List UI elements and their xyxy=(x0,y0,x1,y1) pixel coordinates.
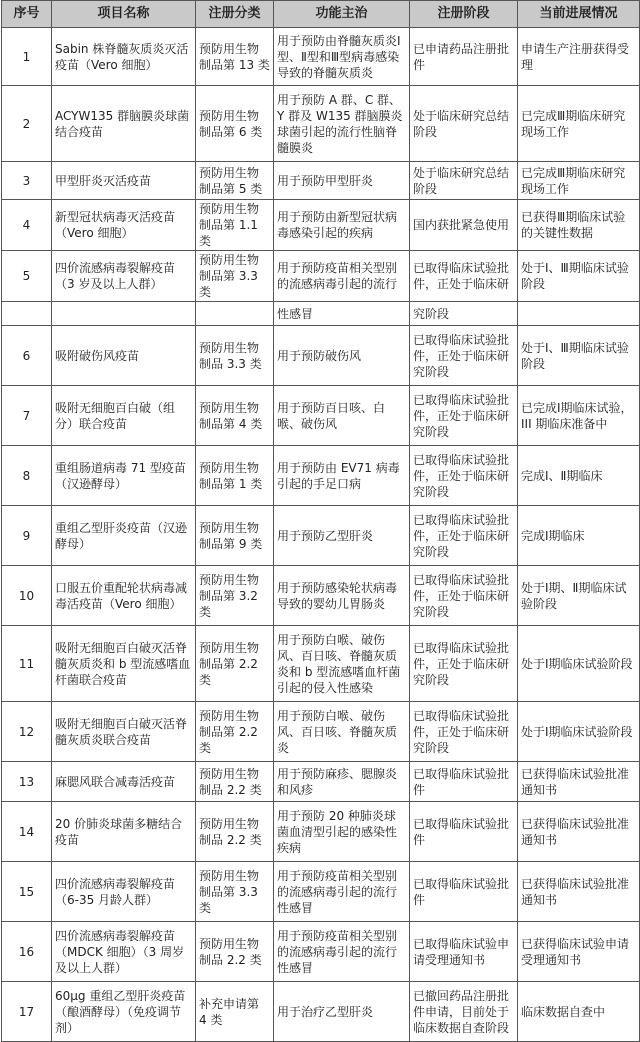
project-name-cell: 吸附无细胞百白破灭活脊髓灰质炎联合疫苗 xyxy=(52,702,196,762)
header-cell: 注册阶段 xyxy=(410,1,518,28)
table-row xyxy=(2,326,640,386)
project-name-cell: ACYW135 群脑膜炎球菌结合疫苗 xyxy=(52,86,196,162)
table-row xyxy=(2,566,640,626)
registration-category-cell: 预防用生物制品第 9 类 xyxy=(196,506,274,566)
table-row xyxy=(2,251,640,302)
registration-category-cell: 预防用生物制品 2.2 类 xyxy=(196,802,274,862)
header-cell: 功能主治 xyxy=(274,1,410,28)
registration-category-cell: 预防用生物制品第 3.3 类 xyxy=(196,251,274,302)
registration-stage-cell: 已取得临床试验批件，正处于临床研究阶段 xyxy=(410,566,518,626)
project-name-cell: 吸附无细胞百白破灭活脊髓灰质炎和 b 型流感嗜血杆菌联合疫苗 xyxy=(52,626,196,702)
current-progress-cell: 已获得临床试验批准通知书 xyxy=(518,862,640,922)
row-number-cell xyxy=(2,302,52,326)
project-name-cell: 重组乙型肝炎疫苗（汉逊酵母） xyxy=(52,506,196,566)
header-row xyxy=(2,1,640,28)
table-row xyxy=(2,982,640,1042)
current-progress-cell: 已完成Ⅲ期临床研究现场工作 xyxy=(518,162,640,200)
registration-stage-cell: 已取得临床试验批件 xyxy=(410,802,518,862)
indication-cell: 用于预防由新型冠状病毒感染引起的疾病 xyxy=(274,200,410,251)
indication-cell: 用于治疗乙型肝炎 xyxy=(274,982,410,1042)
table-row xyxy=(2,802,640,862)
indication-cell: 用于预防破伤风 xyxy=(274,326,410,386)
registration-category-cell: 预防用生物制品第 2.2 类 xyxy=(196,702,274,762)
row-number-cell: 7 xyxy=(2,386,52,446)
table-row xyxy=(2,862,640,922)
current-progress-cell: 已获得临床试验批准通知书 xyxy=(518,802,640,862)
row-number-cell: 1 xyxy=(2,28,52,86)
registration-category-cell xyxy=(196,302,274,326)
current-progress-cell: 处于Ⅰ、Ⅲ期临床试验阶段 xyxy=(518,251,640,302)
registration-stage-cell: 已取得临床试验批件，正处于临床研究阶段 xyxy=(410,386,518,446)
project-name-cell: 新型冠状病毒灭活疫苗（Vero 细胞） xyxy=(52,200,196,251)
registration-stage-cell: 已取得临床试验批件 xyxy=(410,762,518,802)
row-number-cell: 4 xyxy=(2,200,52,251)
project-name-cell: 四价流感病毒裂解疫苗（MDCK 细胞）（3 周岁及以上人群） xyxy=(52,922,196,982)
project-name-cell: 四价流感病毒裂解疫苗（6-35 月龄人群） xyxy=(52,862,196,922)
project-name-cell: 20 价肺炎球菌多糖结合疫苗 xyxy=(52,802,196,862)
current-progress-cell: 已完成Ⅲ期临床研究现场工作 xyxy=(518,86,640,162)
header-cell: 注册分类 xyxy=(196,1,274,28)
row-number-cell: 8 xyxy=(2,446,52,506)
indication-cell: 用于预防麻疹、腮腺炎和风疹 xyxy=(274,762,410,802)
row-number-cell: 9 xyxy=(2,506,52,566)
current-progress-cell: 已获得临床试验申请受理通知书 xyxy=(518,922,640,982)
registration-stage-cell: 已取得临床试验批件，正处于临床研究阶段 xyxy=(410,326,518,386)
registration-category-cell: 预防用生物制品第 6 类 xyxy=(196,86,274,162)
current-progress-cell: 处于Ⅰ期临床试验阶段 xyxy=(518,702,640,762)
registration-stage-cell: 已取得临床试验批件，正处于临床研 xyxy=(410,251,518,302)
row-number-cell: 13 xyxy=(2,762,52,802)
indication-cell: 用于预防由脊髓灰质炎Ⅰ型、Ⅱ型和Ⅲ型病毒感染导致的脊髓灰质炎 xyxy=(274,28,410,86)
registration-stage-cell: 处于临床研究总结阶段 xyxy=(410,86,518,162)
current-progress-cell: 处于Ⅰ期临床试验阶段 xyxy=(518,626,640,702)
row-number-cell: 14 xyxy=(2,802,52,862)
registration-stage-cell: 已取得临床试验批件 xyxy=(410,862,518,922)
table-row xyxy=(2,446,640,506)
current-progress-cell: 已获得临床试验批准通知书 xyxy=(518,762,640,802)
indication-cell: 用于预防由 EV71 病毒引起的手足口病 xyxy=(274,446,410,506)
table-row xyxy=(2,922,640,982)
registration-category-cell: 预防用生物制品第 4 类 xyxy=(196,386,274,446)
row-number-cell: 6 xyxy=(2,326,52,386)
indication-cell: 性感冒 xyxy=(274,302,410,326)
vaccine-pipeline-table xyxy=(1,0,640,1042)
indication-cell: 用于预防 20 种肺炎球菌血清型引起的感染性疾病 xyxy=(274,802,410,862)
registration-category-cell: 预防用生物制品 3.3 类 xyxy=(196,326,274,386)
current-progress-cell: 完成Ⅰ、Ⅱ期临床 xyxy=(518,446,640,506)
row-number-cell: 16 xyxy=(2,922,52,982)
indication-cell: 用于预防 A 群、C 群、Y 群及 W135 群脑膜炎球菌引起的流行性脑脊髓膜炎 xyxy=(274,86,410,162)
indication-cell: 用于预防白喉、破伤风、百日咳、脊髓灰质炎和 b 型流感嗜血杆菌引起的侵入性感染 xyxy=(274,626,410,702)
registration-category-cell: 预防用生物制品第 1.1 类 xyxy=(196,200,274,251)
project-name-cell: 吸附无细胞百白破（组分）联合疫苗 xyxy=(52,386,196,446)
registration-stage-cell: 已取得临床试验申请受理通知书 xyxy=(410,922,518,982)
row-number-cell: 17 xyxy=(2,982,52,1042)
registration-stage-cell: 已取得临床试验批件，正处于临床研究阶段 xyxy=(410,506,518,566)
header-cell: 项目名称 xyxy=(52,1,196,28)
project-name-cell: 麻腮风联合减毒活疫苗 xyxy=(52,762,196,802)
project-name-cell xyxy=(52,302,196,326)
registration-stage-cell: 究阶段 xyxy=(410,302,518,326)
current-progress-cell: 处于Ⅰ期、Ⅱ期临床试验阶段 xyxy=(518,566,640,626)
row-number-cell: 10 xyxy=(2,566,52,626)
registration-category-cell: 预防用生物制品 2.2 类 xyxy=(196,762,274,802)
registration-category-cell: 预防用生物制品第 5 类 xyxy=(196,162,274,200)
indication-cell: 用于预防疫苗相关型别的流感病毒引起的流行性感冒 xyxy=(274,862,410,922)
header-cell: 当前进展情况 xyxy=(518,1,640,28)
project-name-cell: 重组肠道病毒 71 型疫苗（汉逊酵母） xyxy=(52,446,196,506)
current-progress-cell: 临床数据自查中 xyxy=(518,982,640,1042)
registration-stage-cell: 处于临床研究总结阶段 xyxy=(410,162,518,200)
current-progress-cell: 已完成Ⅰ期临床试验，III 期临床准备中 xyxy=(518,386,640,446)
row-number-cell: 2 xyxy=(2,86,52,162)
current-progress-cell: 已获得Ⅲ期临床试验的关键性数据 xyxy=(518,200,640,251)
registration-category-cell: 预防用生物制品第 13 类 xyxy=(196,28,274,86)
current-progress-cell: 处于Ⅰ、Ⅲ期临床试验阶段 xyxy=(518,326,640,386)
table-row xyxy=(2,200,640,251)
registration-category-cell: 预防用生物制品第 3.2 类 xyxy=(196,566,274,626)
indication-cell: 用于预防疫苗相关型别的流感病毒引起的流行 xyxy=(274,251,410,302)
project-name-cell: 甲型肝炎灭活疫苗 xyxy=(52,162,196,200)
row-number-cell: 15 xyxy=(2,862,52,922)
registration-category-cell: 预防用生物制品第 3.3 类 xyxy=(196,862,274,922)
project-name-cell: 四价流感病毒裂解疫苗（3 岁及以上人群） xyxy=(52,251,196,302)
registration-stage-cell: 已申请药品注册批件 xyxy=(410,28,518,86)
registration-stage-cell: 已取得临床试验批件，正处于临床研究阶段 xyxy=(410,446,518,506)
table-row xyxy=(2,702,640,762)
table-row xyxy=(2,506,640,566)
registration-category-cell: 补充申请第 4 类 xyxy=(196,982,274,1042)
table-row xyxy=(2,762,640,802)
table-row xyxy=(2,626,640,702)
project-name-cell: 60μg 重组乙型肝炎疫苗（酿酒酵母）（免疫调节剂） xyxy=(52,982,196,1042)
registration-stage-cell: 已取得临床试验批件，正处于临床研究阶段 xyxy=(410,626,518,702)
indication-cell: 用于预防白喉、破伤风、百日咳、脊髓灰质炎 xyxy=(274,702,410,762)
row-number-cell: 5 xyxy=(2,251,52,302)
row-number-cell: 12 xyxy=(2,702,52,762)
project-name-cell: 吸附破伤风疫苗 xyxy=(52,326,196,386)
row-number-cell: 11 xyxy=(2,626,52,702)
indication-cell: 用于预防百日咳、白喉、破伤风 xyxy=(274,386,410,446)
table-row xyxy=(2,386,640,446)
table-row xyxy=(2,28,640,86)
current-progress-cell: 申请生产注册获得受理 xyxy=(518,28,640,86)
project-name-cell: 口服五价重配轮状病毒减毒活疫苗（Vero 细胞） xyxy=(52,566,196,626)
row-number-cell: 3 xyxy=(2,162,52,200)
registration-category-cell: 预防用生物制品第 2.2 类 xyxy=(196,626,274,702)
registration-stage-cell: 已撤回药品注册批件申请，目前处于临床数据自查阶段 xyxy=(410,982,518,1042)
indication-cell: 用于预防乙型肝炎 xyxy=(274,506,410,566)
registration-category-cell: 预防用生物制品第 1 类 xyxy=(196,446,274,506)
current-progress-cell xyxy=(518,302,640,326)
indication-cell: 用于预防疫苗相关型别的流感病毒引起的流行性感冒 xyxy=(274,922,410,982)
table-row xyxy=(2,162,640,200)
indication-cell: 用于预防甲型肝炎 xyxy=(274,162,410,200)
header-cell: 序号 xyxy=(2,1,52,28)
table-row xyxy=(2,302,640,326)
indication-cell: 用于预防感染轮状病毒导致的婴幼儿胃肠炎 xyxy=(274,566,410,626)
registration-category-cell: 预防用生物制品 2.2 类 xyxy=(196,922,274,982)
project-name-cell: Sabin 株脊髓灰质炎灭活疫苗（Vero 细胞） xyxy=(52,28,196,86)
table-row xyxy=(2,86,640,162)
registration-stage-cell: 国内获批紧急使用 xyxy=(410,200,518,251)
registration-stage-cell: 已取得临床试验批件，正处于临床研究阶段 xyxy=(410,702,518,762)
current-progress-cell: 完成Ⅰ期临床 xyxy=(518,506,640,566)
